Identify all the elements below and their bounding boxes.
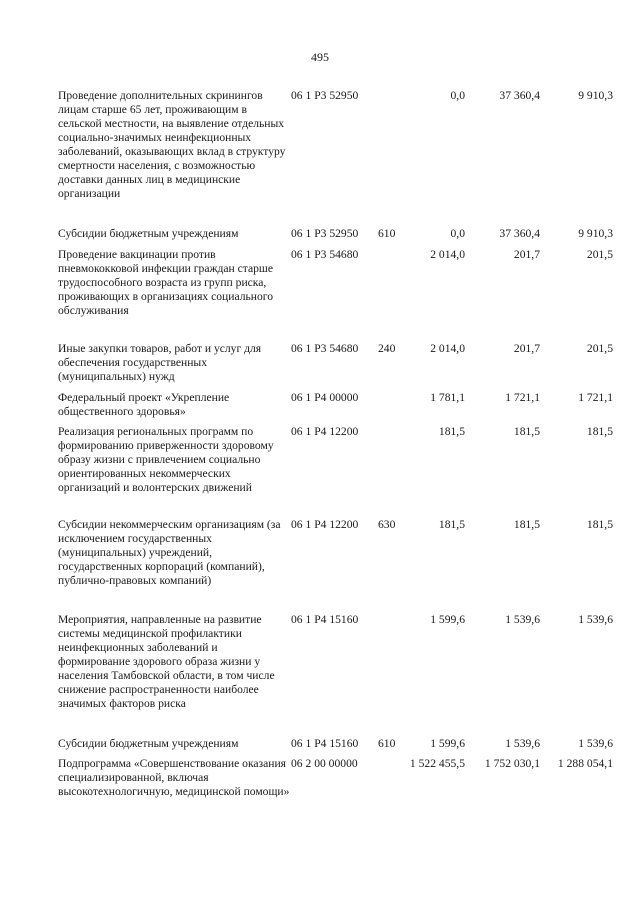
- row-value-2: 37 360,4: [499, 227, 540, 240]
- row-expense-type: 610: [378, 737, 396, 750]
- row-name: Иные закупки товаров, работ и услуг для обеспечения государственных (муниципальных) нужд: [58, 342, 262, 383]
- row-name: Федеральный проект «Укрепление общественного здоровья»: [58, 391, 230, 418]
- row-value-3: 201,5: [586, 342, 613, 355]
- row-value-2: 201,7: [513, 248, 540, 261]
- row-code: 06 1 P4 12200: [291, 518, 359, 531]
- row-value-3: 1 539,6: [578, 613, 613, 626]
- row-value-2: 1 539,6: [505, 613, 540, 626]
- row-name: Реализация региональных программ по формированию приверженности здоровому образу жизни с привлечением социально ориентированных некоммерческих организаций и волонтерских движений: [58, 425, 274, 494]
- row-code: 06 1 P3 54680: [291, 342, 359, 355]
- row-code: 06 1 P4 00000: [291, 391, 359, 404]
- row-value-2: 1 539,6: [505, 737, 540, 750]
- row-name: Субсидии некоммерческим организациям (за исключением государственных (муниципальных) учреждений, государственных корпораций (компаний), публично-правовых компаний): [58, 518, 281, 587]
- row-value-3: 201,5: [586, 248, 613, 261]
- row-value-1: 2 014,0: [430, 248, 465, 261]
- row-name: Мероприятия, направленные на развитие системы медицинской профилактики неинфекционных заболеваний и формирование здорового образа жизни у населения Тамбовской области, в том числе снижение распространенности наиболее значимых факторов риска: [58, 613, 275, 710]
- row-value-1: 181,5: [438, 518, 465, 531]
- row-value-3: 9 910,3: [578, 89, 613, 102]
- row-value-1: 1 781,1: [430, 391, 465, 404]
- row-value-2: 37 360,4: [499, 89, 540, 102]
- row-value-3: 1 288 054,1: [557, 757, 613, 770]
- row-value-1: 0,0: [450, 89, 465, 102]
- row-value-2: 201,7: [513, 342, 540, 355]
- row-expense-type: 630: [378, 518, 396, 531]
- row-value-1: 1 599,6: [430, 737, 465, 750]
- page-number: 495: [311, 50, 329, 64]
- row-value-1: 181,5: [438, 425, 465, 438]
- row-name: Проведение вакцинации против пневмококковой инфекции граждан старше трудоспособного возраста из групп риска, проживающих в организациях социального обслуживания: [58, 248, 274, 317]
- row-value-3: 181,5: [586, 425, 613, 438]
- row-name: Субсидии бюджетным учреждениям: [58, 227, 239, 240]
- row-value-3: 9 910,3: [578, 227, 613, 240]
- row-value-1: 1 599,6: [430, 613, 465, 626]
- row-value-2: 181,5: [513, 518, 540, 531]
- row-value-1: 2 014,0: [430, 342, 465, 355]
- row-code: 06 1 P4 15160: [291, 737, 359, 750]
- row-value-1: 0,0: [450, 227, 465, 240]
- row-value-1: 1 522 455,5: [409, 757, 465, 770]
- row-value-2: 1 721,1: [505, 391, 540, 404]
- row-name: Проведение дополнительных скринингов лицам старше 65 лет, проживающим в сельской местности, на выявление отдельных социально-значимых неинфекционных заболеваний, оказывающих вклад в структуру смертности населения, с возможностью доставки данных лиц в медицинские организации: [58, 89, 286, 200]
- row-code: 06 1 P3 52950: [291, 89, 359, 102]
- row-code: 06 1 P4 12200: [291, 425, 359, 438]
- row-code: 06 2 00 00000: [291, 757, 358, 770]
- row-value-2: 181,5: [513, 425, 540, 438]
- row-code: 06 1 P3 52950: [291, 227, 359, 240]
- row-value-3: 1 721,1: [578, 391, 613, 404]
- row-expense-type: 240: [378, 342, 396, 355]
- row-name: Субсидии бюджетным учреждениям: [58, 737, 239, 750]
- row-value-3: 1 539,6: [578, 737, 613, 750]
- row-value-3: 181,5: [586, 518, 613, 531]
- row-code: 06 1 P3 54680: [291, 248, 359, 261]
- row-value-2: 1 752 030,1: [484, 757, 540, 770]
- row-name: Подпрограмма «Совершенствование оказания специализированной, включая высокотехнологичную, медицинской помощи»: [58, 757, 290, 798]
- row-expense-type: 610: [378, 227, 396, 240]
- row-code: 06 1 P4 15160: [291, 613, 359, 626]
